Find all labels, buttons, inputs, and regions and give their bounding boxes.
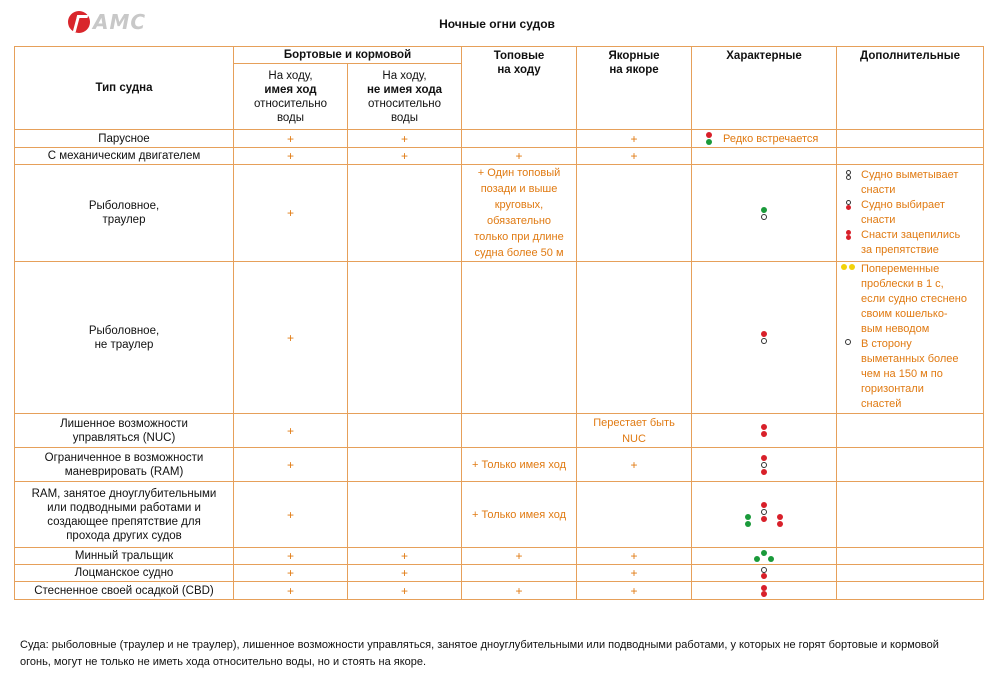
cell xyxy=(837,414,984,448)
cell xyxy=(462,130,577,148)
lights-icon xyxy=(706,132,712,145)
cell: + xyxy=(348,148,462,165)
cell xyxy=(348,482,462,548)
nets-fast-note: Снасти зацепились за препятствие xyxy=(861,229,961,256)
cell xyxy=(837,448,984,482)
cell: + xyxy=(348,582,462,600)
characteristic-cell xyxy=(692,482,837,548)
nuc-lights-icon xyxy=(694,424,834,437)
lights-table xyxy=(14,46,984,600)
red-red-lights-icon xyxy=(841,228,855,240)
table-row xyxy=(15,165,984,262)
cell: + xyxy=(577,565,692,582)
footnote: Суда: рыболовные (траулер и не траулер), лишенное возможности управляться, занятое дноуглубительными или подводными работами, у которых не горят бортовые и кормовой огонь, могут не только не иметь хода относительно воды, но и стоять на якоре. xyxy=(20,639,939,668)
vessel-type: Лоцманское судно xyxy=(15,565,234,582)
gear-direction-note: В сторону выметанных более чем на 150 м по горизонтали снастей xyxy=(861,338,959,410)
table-row xyxy=(15,148,984,165)
cell: + xyxy=(577,448,692,482)
shooting-nets-note: Судно выметывает снасти xyxy=(861,169,959,196)
cell: + xyxy=(234,262,348,414)
cell: + xyxy=(348,565,462,582)
white-red-lights-icon xyxy=(841,168,855,180)
additional-cell xyxy=(837,165,984,262)
cell: + xyxy=(234,414,348,448)
cell: + xyxy=(234,482,348,548)
header-characteristic: Характерные xyxy=(692,47,837,130)
cell xyxy=(348,262,462,414)
header-side-stern: Бортовые и кормовой xyxy=(234,47,462,64)
cell: + xyxy=(462,548,577,565)
ram-lights-icon xyxy=(694,455,834,475)
header-additional: Дополнительные xyxy=(837,47,984,130)
table-row xyxy=(15,448,984,482)
vessel-type: Лишенное возможности управляться (NUC) xyxy=(15,414,234,448)
vessel-type: Ограниченное в возможности маневрировать (RAM) xyxy=(15,448,234,482)
vessel-type: Рыболовное, не траулер xyxy=(15,262,234,414)
cell: + xyxy=(462,582,577,600)
table-row xyxy=(15,130,984,148)
cell xyxy=(837,148,984,165)
header-not-making-way: На ходу, не имея хода относительно воды xyxy=(348,64,462,130)
page-title: Ночные огни судов xyxy=(439,17,555,31)
masthead-note: + Только имея ход xyxy=(462,448,577,482)
characteristic-cell xyxy=(692,262,837,414)
masthead-note: + Один топовый позади и выше круговых, обязательно только при длине судна более 50 м xyxy=(462,165,577,262)
cell xyxy=(837,582,984,600)
minesweeper-lights-icon xyxy=(694,550,834,562)
header-anchor: Якорные на якоре xyxy=(577,47,692,130)
cell: + xyxy=(577,148,692,165)
dredging-lights-icon xyxy=(694,502,834,527)
cell: + xyxy=(234,148,348,165)
cell xyxy=(837,482,984,548)
header-masthead: Топовые на ходу xyxy=(462,47,577,130)
white-red-lights-icon xyxy=(841,198,855,210)
masthead-note: + Только имея ход xyxy=(462,482,577,548)
vessel-type: Минный тральщик xyxy=(15,548,234,565)
vessel-type: Стесненное своей осадкой (CBD) xyxy=(15,582,234,600)
cell: + xyxy=(577,130,692,148)
cell xyxy=(837,130,984,148)
characteristic-cell xyxy=(692,548,837,565)
cell xyxy=(837,548,984,565)
header-making-way: На ходу, имея ход относительно воды xyxy=(234,64,348,130)
purse-seine-note: Попеременные проблески в 1 с, если судно стеснено своим кошелько- вым неводом xyxy=(861,263,967,335)
table-row xyxy=(15,548,984,565)
cell: + xyxy=(234,448,348,482)
additional-cell xyxy=(837,262,984,414)
vessel-type: Рыболовное, траулер xyxy=(15,165,234,262)
yellow-flashing-lights-icon xyxy=(841,262,855,270)
cell: + xyxy=(577,548,692,565)
characteristic-cell xyxy=(692,165,837,262)
characteristic-cell xyxy=(692,448,837,482)
table-row xyxy=(15,582,984,600)
cell xyxy=(577,165,692,262)
table-row xyxy=(15,565,984,582)
cell: + xyxy=(234,548,348,565)
cell: + xyxy=(577,582,692,600)
characteristic-cell xyxy=(692,565,837,582)
cell xyxy=(462,262,577,414)
hauling-nets-note: Судно выбирает снасти xyxy=(861,199,945,226)
fishing-lights-icon xyxy=(694,331,834,344)
characteristic-cell xyxy=(692,582,837,600)
cell xyxy=(348,448,462,482)
pilot-lights-icon xyxy=(694,567,834,579)
white-light-icon xyxy=(841,337,855,345)
cell: + xyxy=(234,165,348,262)
vessel-type: Парусное xyxy=(15,130,234,148)
characteristic-cell xyxy=(692,414,837,448)
cell xyxy=(462,414,577,448)
vessel-type: RAM, занятое дноуглубительными или подводными работами и создающее препятствие для прохода других судов xyxy=(15,482,234,548)
cell: + xyxy=(348,130,462,148)
cell xyxy=(577,482,692,548)
cell: + xyxy=(234,565,348,582)
cell: + xyxy=(348,548,462,565)
vessel-type: С механическим двигателем xyxy=(15,148,234,165)
cell xyxy=(462,565,577,582)
cell: + xyxy=(234,130,348,148)
characteristic-cell xyxy=(692,130,837,148)
cbd-lights-icon xyxy=(694,585,834,597)
characteristic-cell xyxy=(692,148,837,165)
cell xyxy=(348,414,462,448)
table-row xyxy=(15,262,984,414)
cell xyxy=(837,565,984,582)
anchor-note: Перестает быть NUC xyxy=(577,414,692,448)
table-row xyxy=(15,482,984,548)
cell: + xyxy=(462,148,577,165)
cell: + xyxy=(234,582,348,600)
cell xyxy=(348,165,462,262)
logo-text: AMC xyxy=(93,10,147,34)
table-row xyxy=(15,414,984,448)
cell xyxy=(577,262,692,414)
trawler-lights-icon xyxy=(694,207,834,220)
rarely-seen-note: Редко встречается xyxy=(723,132,819,145)
header-vessel-type: Тип судна xyxy=(15,47,234,130)
